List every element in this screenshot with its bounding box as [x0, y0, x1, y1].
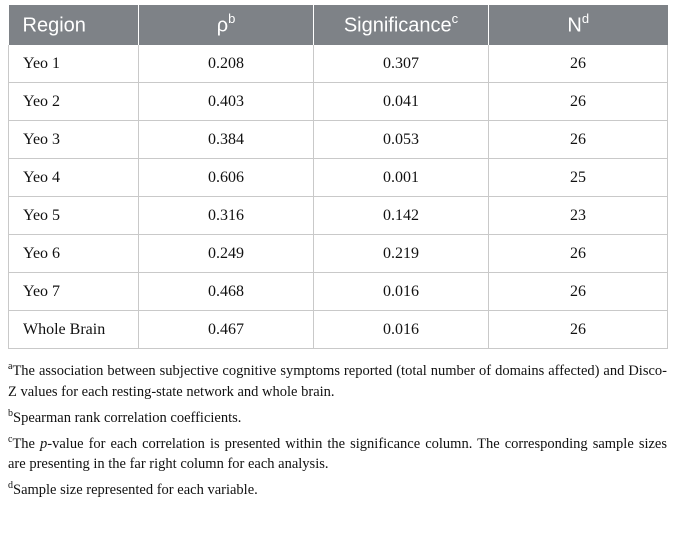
cell-rho: 0.468: [139, 273, 314, 311]
table-header-row: [9, 5, 668, 45]
cell-rho: 0.384: [139, 121, 314, 159]
footnote-a: $^a$The association between subjective cognitive symptoms reported (total number of domains affected) and Disco-Z values for each resting-state network and whole brain.: [8, 361, 667, 400]
footnote-b: $^b$Spearman rank correlation coefficients.: [8, 407, 242, 426]
cell-n: 25: [489, 159, 668, 197]
cell-rho: 0.606: [139, 159, 314, 197]
table-row: [9, 121, 668, 159]
cell-significance: 0.041: [314, 83, 489, 121]
data-table: [8, 5, 668, 349]
table-row: [9, 235, 668, 273]
cell-region: Whole Brain: [9, 311, 139, 349]
header-rho: $\rho^b$: [139, 5, 314, 45]
cell-significance: 0.016: [314, 273, 489, 311]
cell-region: Yeo 3: [9, 121, 139, 159]
cell-significance: 0.016: [314, 311, 489, 349]
cell-n: 26: [489, 121, 668, 159]
table-row: [9, 197, 668, 235]
cell-rho: 0.208: [139, 45, 314, 83]
cell-region: Yeo 7: [9, 273, 139, 311]
table-row: [9, 273, 668, 311]
cell-significance: 0.219: [314, 235, 489, 273]
table-footnotes: [8, 356, 667, 501]
header-region: Region: [9, 5, 139, 45]
cell-n: 26: [489, 83, 668, 121]
cell-significance: 0.142: [314, 197, 489, 235]
table-row: [9, 83, 668, 121]
cell-region: Yeo 4: [9, 159, 139, 197]
cell-rho: 0.467: [139, 311, 314, 349]
cell-rho: 0.316: [139, 197, 314, 235]
table-row: [9, 45, 668, 83]
cell-n: 23: [489, 197, 668, 235]
cell-rho: 0.249: [139, 235, 314, 273]
cell-region: Yeo 2: [9, 83, 139, 121]
cell-significance: 0.307: [314, 45, 489, 83]
cell-significance: 0.053: [314, 121, 489, 159]
cell-n: 26: [489, 235, 668, 273]
cell-n: 26: [489, 311, 668, 349]
table-row: [9, 159, 668, 197]
cell-region: Yeo 6: [9, 235, 139, 273]
cell-region: Yeo 5: [9, 197, 139, 235]
footnote-d: $^d$Sample size represented for each variable.: [8, 480, 258, 499]
cell-rho: 0.403: [139, 83, 314, 121]
cell-n: 26: [489, 45, 668, 83]
table-row: [9, 311, 668, 349]
cell-n: 26: [489, 273, 668, 311]
header-n: $N^d$: [489, 5, 668, 45]
header-significance: Significance$^c$: [314, 5, 489, 45]
table-container: [8, 5, 667, 501]
cell-significance: 0.001: [314, 159, 489, 197]
cell-region: Yeo 1: [9, 45, 139, 83]
footnote-c: $^c$The p-value for each correlation is presented within the significance column. The corresponding sample sizes are presenting in the far right column for each analysis.: [8, 433, 667, 473]
